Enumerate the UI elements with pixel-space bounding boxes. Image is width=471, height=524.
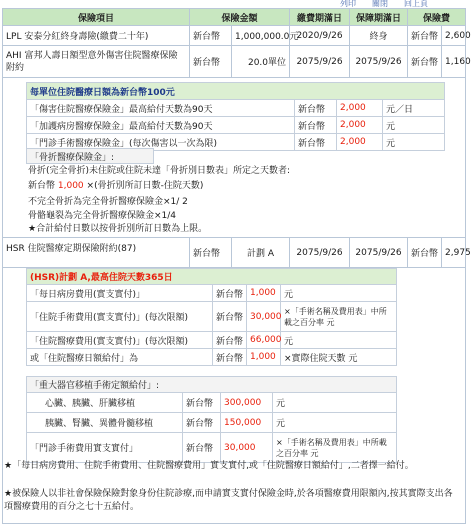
policy-amount: 20.0單位 bbox=[232, 46, 290, 78]
benefit-label: 「加護病房醫療保險金」最高給付天數為90天 bbox=[27, 117, 295, 134]
benefit-currency: 新台幣 bbox=[183, 433, 221, 463]
policy-prem-currency: 新台幣 bbox=[408, 46, 442, 78]
col-amount-header: 保險金額 bbox=[190, 9, 290, 26]
organ-benefit-title: 「重大器官移植手術定額給付」: bbox=[27, 377, 397, 393]
benefit-currency: 新台幣 bbox=[213, 285, 247, 302]
benefit-value: 1,000 bbox=[247, 349, 281, 366]
benefit-unit: 元／日 bbox=[383, 100, 445, 117]
benefit-label: 「門診手術醫療保險金」(每次傷害以一次為限) bbox=[27, 134, 295, 151]
benefit-label: 胰臟、腎臟、異體骨髓移植 bbox=[27, 413, 183, 433]
fracture-title-box bbox=[26, 148, 154, 164]
organ-benefit-table bbox=[26, 376, 397, 463]
close-link[interactable]: 關閉 bbox=[372, 0, 388, 8]
top-link-bar bbox=[0, 0, 466, 8]
policy-pay-end: 2020/9/26 bbox=[290, 26, 350, 46]
policy-name: LPL 安泰分紅終身壽險(繳費二十年) bbox=[3, 26, 190, 46]
daily-benefit-title: 每單位住院醫療日額為新台幣100元 bbox=[27, 83, 445, 100]
fracture-line3: 不完全骨折為完全骨折醫療保險金×1/ 2 bbox=[28, 197, 188, 207]
benefit-unit: 元 bbox=[281, 285, 397, 302]
policy-name: AHI 富邦人壽日額型意外傷害住院醫療保險附約 bbox=[3, 46, 190, 78]
benefit-label: 「門診手術費用實支實付」 bbox=[27, 433, 183, 463]
table-row bbox=[27, 117, 445, 134]
benefit-label: 「傷害住院醫療保險金」最高給付天數為90天 bbox=[27, 100, 295, 117]
benefit-label: 「住院手術費用(實支實付)」(每次限額) bbox=[27, 302, 213, 332]
benefit-unit: 元 bbox=[273, 393, 397, 413]
table-row bbox=[27, 393, 397, 413]
daily-benefit-table bbox=[26, 82, 445, 151]
col-cover-end-header: 保障期滿日 bbox=[350, 9, 408, 26]
benefit-unit: 元 bbox=[281, 332, 397, 349]
table-row bbox=[27, 285, 397, 302]
benefit-currency: 新台幣 bbox=[213, 349, 247, 366]
policy-cover-end: 終身 bbox=[350, 26, 408, 46]
benefit-currency: 新台幣 bbox=[213, 332, 247, 349]
col-premium-header: 保險費 bbox=[408, 9, 466, 26]
policy-table bbox=[2, 8, 471, 78]
benefit-value: 300,000 bbox=[221, 393, 273, 413]
benefit-currency: 新台幣 bbox=[213, 302, 247, 332]
benefit-label: 「住院醫療費用(實支實付)」(每次限額) bbox=[27, 332, 213, 349]
benefit-unit: 元 bbox=[383, 117, 445, 134]
hsr-policy-row bbox=[2, 237, 471, 268]
benefit-value: 30,000 bbox=[221, 433, 273, 463]
benefit-note: ×「手術名稱及費用表」中所載之百分率 元 bbox=[273, 433, 397, 463]
benefit-currency: 新台幣 bbox=[183, 413, 221, 433]
table-row bbox=[27, 433, 397, 463]
policy-amount: 1,000,000.0元 bbox=[232, 26, 290, 46]
policy-premium: 2,600 bbox=[442, 26, 466, 46]
policy-pay-end: 2075/9/26 bbox=[290, 238, 350, 268]
benefit-note: ×「手術名稱及費用表」中所載之百分率 元 bbox=[281, 302, 397, 332]
benefit-unit: 元 bbox=[273, 413, 397, 433]
policy-name: HSR 住院醫療定期保險附約(87) bbox=[3, 238, 190, 268]
benefit-currency: 新台幣 bbox=[183, 393, 221, 413]
footnote-1: ★「每日病房費用、住院手術費用、住院醫療費用」實支實付,或「住院醫療日額給付」,二者擇一給付。 bbox=[4, 461, 414, 471]
policy-premium: 2,975 bbox=[442, 238, 466, 268]
policy-pay-end: 2075/9/26 bbox=[290, 46, 350, 78]
policy-currency: 新台幣 bbox=[190, 26, 232, 46]
policy-currency: 新台幣 bbox=[190, 46, 232, 78]
benefit-value: 2,000 bbox=[337, 117, 383, 134]
policy-plan: 計劃 A bbox=[232, 238, 290, 268]
benefit-value: 150,000 bbox=[221, 413, 273, 433]
table-row bbox=[3, 238, 466, 268]
benefit-value: 66,000 bbox=[247, 332, 281, 349]
col-pay-end-header: 繳費期滿日 bbox=[290, 9, 350, 26]
footnote-2: ★被保險人以非社會保險保險對象身份住院診療,而申請實支實付保險金時,於各項醫療費用限額內,按其實際支出各項醫療費用的百分之七十五給付。 bbox=[4, 489, 453, 512]
benefit-value: 1,000 bbox=[247, 285, 281, 302]
benefit-currency: 新台幣 bbox=[295, 117, 337, 134]
policy-cover-end: 2075/9/26 bbox=[350, 238, 408, 268]
table-row bbox=[3, 26, 466, 46]
benefit-value: 30,000 bbox=[247, 302, 281, 332]
table-row bbox=[27, 413, 397, 433]
table-row bbox=[27, 100, 445, 117]
fracture-line2: 新台幣 1,000 ×(骨折別所訂日數-住院天數) bbox=[28, 181, 204, 191]
benefit-unit: 元 bbox=[383, 134, 445, 151]
policy-currency: 新台幣 bbox=[190, 238, 232, 268]
print-link[interactable]: 列印 bbox=[340, 0, 356, 8]
table-header bbox=[3, 9, 466, 26]
policy-prem-currency: 新台幣 bbox=[408, 26, 442, 46]
hsr-benefit-title: (HSR)計劃 A,最高住院天數365日 bbox=[27, 269, 397, 285]
fracture-line1: 骨折(完全骨折)未住院或住院未達「骨折別日數表」所定之天數者: bbox=[28, 166, 291, 176]
hsr-benefit-table bbox=[26, 268, 397, 366]
benefit-value: 2,000 bbox=[337, 100, 383, 117]
table-row bbox=[3, 46, 466, 78]
benefit-note: ×實際住院天數 元 bbox=[281, 349, 397, 366]
policy-prem-currency: 新台幣 bbox=[408, 238, 442, 268]
table-row bbox=[27, 349, 397, 366]
policy-cover-end: 2075/9/26 bbox=[350, 46, 408, 78]
benefit-label: 或「住院醫療日額給付」為 bbox=[27, 349, 213, 366]
back-link[interactable]: 回上頁 bbox=[404, 0, 428, 8]
benefit-label: 心臟、胰臟、肝臟移植 bbox=[27, 393, 183, 413]
table-row bbox=[27, 302, 397, 332]
benefit-value: 2,000 bbox=[337, 134, 383, 151]
table-row bbox=[27, 332, 397, 349]
benefit-currency: 新台幣 bbox=[295, 100, 337, 117]
benefit-currency: 新台幣 bbox=[295, 134, 337, 151]
fracture-line5: ★合計給付日數以按骨折別所訂日數為上限。 bbox=[28, 224, 208, 234]
policy-premium: 1,160 bbox=[442, 46, 466, 78]
fracture-title: 「骨折醫療保險金」: bbox=[30, 153, 115, 163]
fracture-line4: 骨骼龜裂為完全骨折醫療保險金×1/4 bbox=[28, 211, 177, 221]
col-item-header: 保險項目 bbox=[3, 9, 190, 26]
benefit-label: 「每日病房費用(實支實付)」 bbox=[27, 285, 213, 302]
